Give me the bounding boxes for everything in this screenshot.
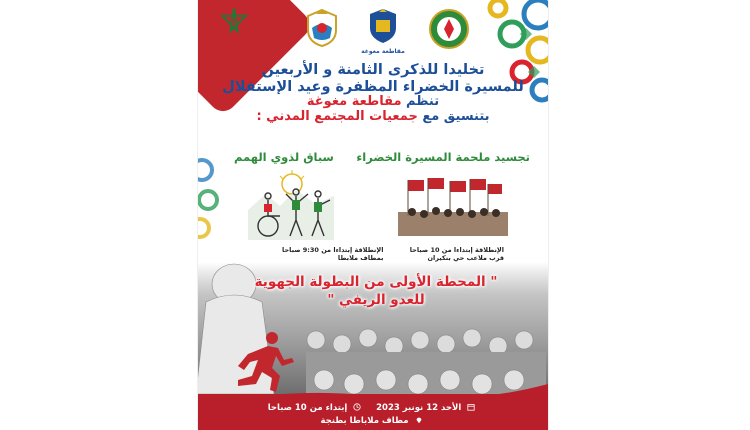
green-march-illustration: [398, 176, 508, 236]
organizer-name: مقاطعة مغوغة: [306, 94, 402, 110]
heading-line-3: [212, 95, 534, 110]
location-pin-icon: [415, 416, 423, 424]
footer-place-row: [198, 416, 548, 426]
footer-date: الأحد 12 نونبر 2023: [376, 403, 462, 413]
clock-icon: [353, 403, 361, 411]
heading-line-4: [212, 110, 534, 125]
partner-name: جمعيات المجتمع المدني :: [256, 109, 418, 125]
event-green-march: تجسيد ملحمة المسيرة الخضراء: [356, 150, 530, 164]
footer-place: مطاف ملاباطا بطنجة: [320, 416, 409, 426]
ministry-emblem-icon: [428, 8, 470, 50]
location-text: بمطاف ملابطا: [337, 254, 384, 263]
start-time-text: الإنطلاقة إبتداءا من 10 صباحا: [409, 246, 504, 254]
quote-line-2: للعدو الريفي ": [327, 291, 425, 308]
location-text: قرب ملاعب حي بنكيران: [427, 254, 504, 263]
partner-prefix: بتنسيق مع: [422, 109, 490, 125]
emblems-row: [294, 8, 474, 54]
star-icon: [220, 6, 248, 34]
championship-quote: [218, 274, 534, 309]
events-row: [212, 150, 534, 170]
district-emblem-icon: [368, 8, 398, 44]
emblem-caption: مقاطعة مغوغة: [361, 48, 405, 55]
heading-line-2: للمسيرة الخضراء المظفرة وعيد الإستقلال: [222, 78, 524, 95]
time-disability-race: [282, 246, 383, 263]
heading-line-1: تخليدا للذكرى الثامنة و الأربعين: [261, 62, 485, 78]
time-green-march: [410, 246, 504, 263]
event-disability-race: سباق لذوي الهمم: [234, 150, 334, 164]
start-time-text: الإنطلاقة إبتداءا من 9:30 صباحا: [282, 246, 384, 254]
quote-line-1: " المحطة الأولى من البطولة الجهوية: [254, 274, 498, 290]
calendar-icon: [467, 403, 475, 411]
poster-heading: [212, 62, 534, 125]
footer-time: إبتداء من 10 صباحا: [267, 403, 348, 413]
disability-race-illustration: [246, 170, 336, 240]
event-poster: [197, 0, 549, 430]
footer-date-row: [198, 403, 548, 413]
association-emblem-icon: [302, 8, 342, 48]
organizer-prefix: تنظم: [406, 94, 440, 110]
